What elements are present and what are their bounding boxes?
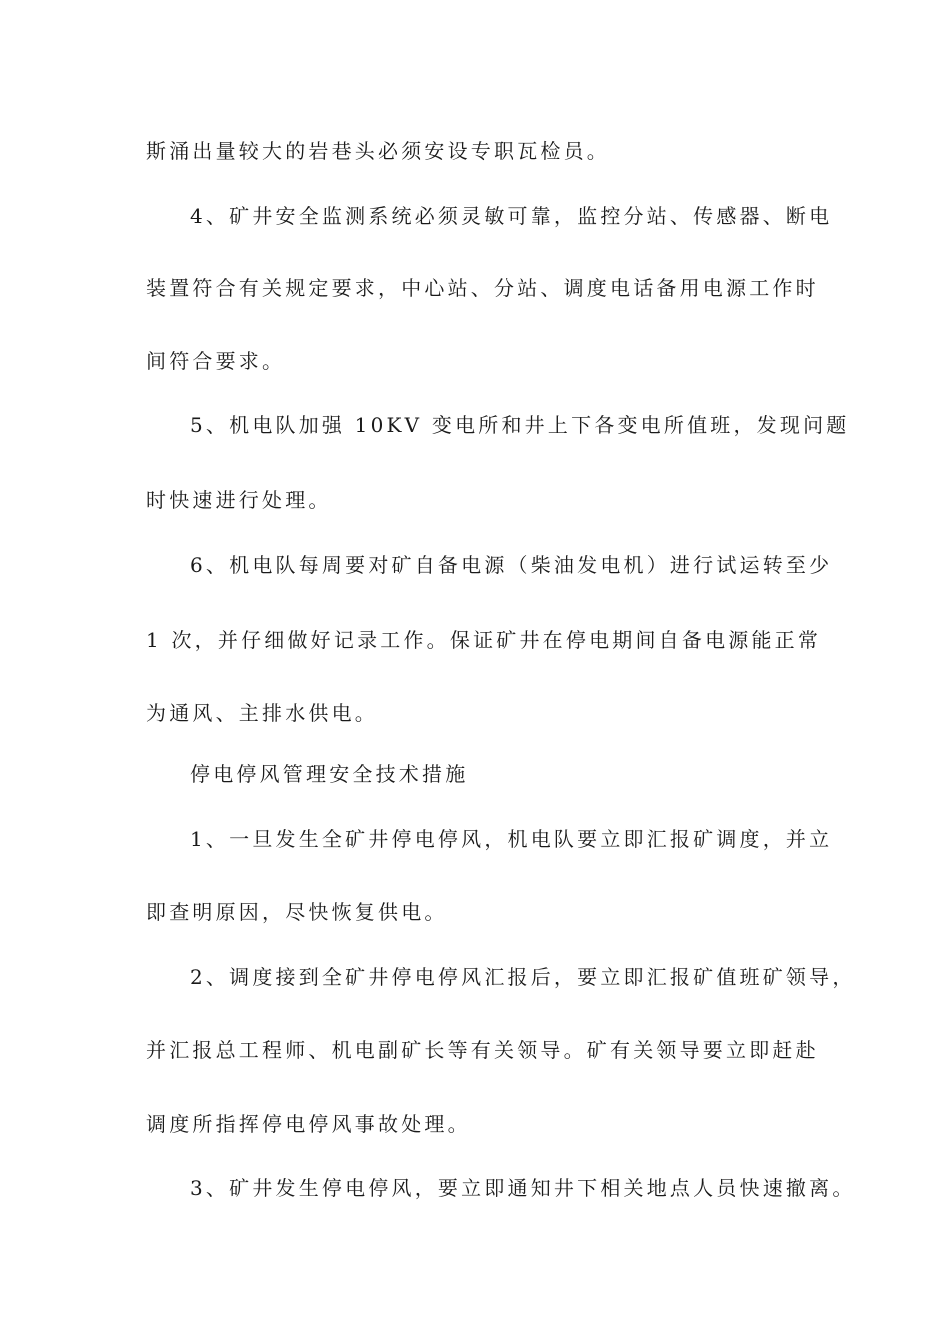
paragraph-line: 4、矿井安全监测系统必须灵敏可靠，监控分站、传感器、断电	[190, 204, 833, 228]
paragraph-line: 3、矿井发生停电停风，要立即通知井下相关地点人员快速撤离。	[190, 1176, 856, 1200]
paragraph-line: 斯涌出量较大的岩巷头必须安设专职瓦检员。	[146, 139, 610, 163]
section-heading: 停电停风管理安全技术措施	[190, 762, 469, 786]
paragraph-line: 1 次，并仔细做好记录工作。保证矿井在停电期间自备电源能正常	[146, 628, 822, 652]
paragraph-line: 即查明原因，尽快恢复供电。	[146, 900, 448, 924]
paragraph-line: 时快速进行处理。	[146, 488, 332, 512]
paragraph-line: 2、调度接到全矿井停电停风汇报后，要立即汇报矿值班矿领导，	[190, 965, 856, 989]
paragraph-line: 为通风、主排水供电。	[146, 701, 378, 725]
paragraph-line: 间符合要求。	[146, 349, 286, 373]
paragraph-line: 5、机电队加强 10KV 变电所和井上下各变电所值班，发现问题	[190, 413, 850, 437]
paragraph-line: 装置符合有关规定要求，中心站、分站、调度电话备用电源工作时	[146, 276, 819, 300]
paragraph-line: 1、一旦发生全矿井停电停风，机电队要立即汇报矿调度，并立	[190, 827, 833, 851]
paragraph-line: 6、机电队每周要对矿自备电源（柴油发电机）进行试运转至少	[190, 553, 833, 577]
paragraph-line: 并汇报总工程师、机电副矿长等有关领导。矿有关领导要立即赶赴	[146, 1038, 819, 1062]
paragraph-line: 调度所指挥停电停风事故处理。	[146, 1112, 471, 1136]
